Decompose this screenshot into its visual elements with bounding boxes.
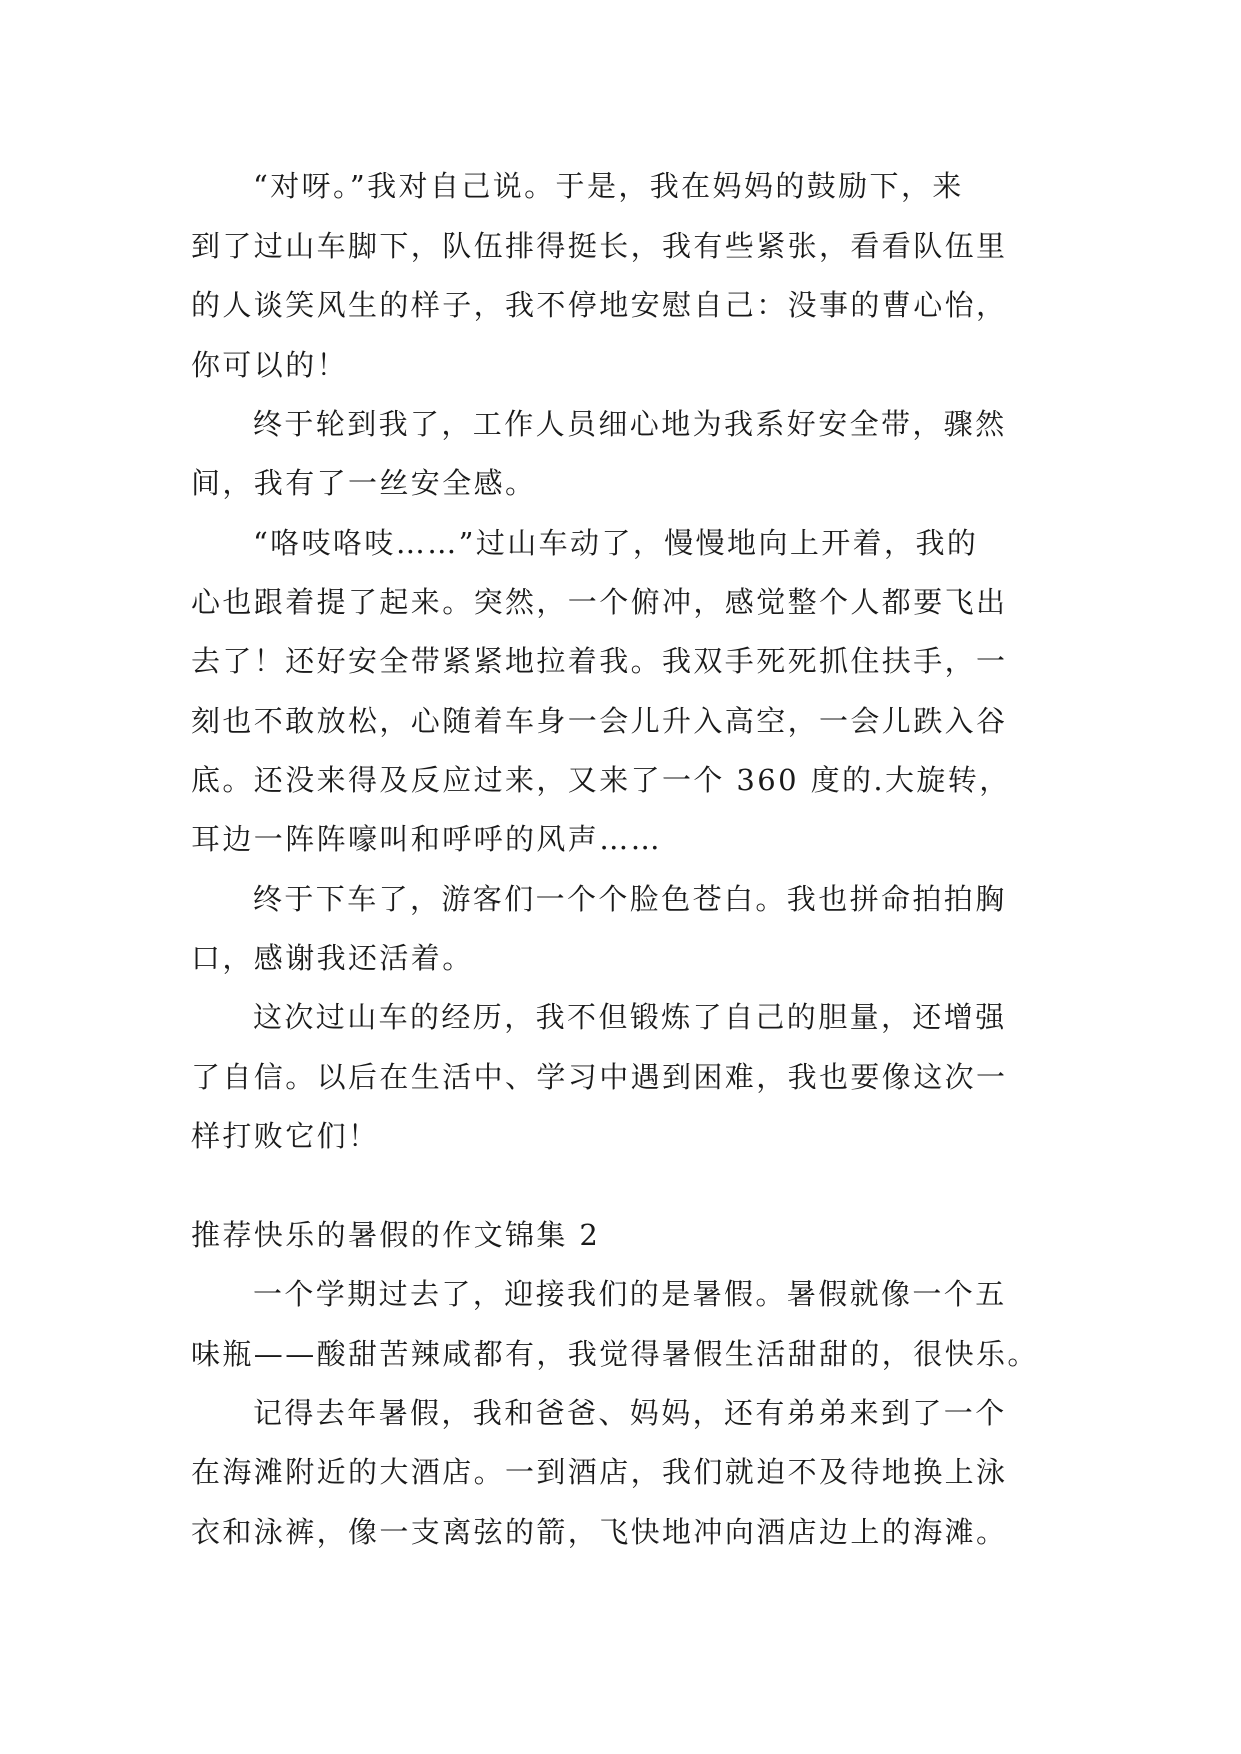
text-line: 去了！还好安全带紧紧地拉着我。我双手死死抓住扶手，一 bbox=[191, 644, 1008, 678]
text-line: 味瓶——酸甜苦辣咸都有，我觉得暑假生活甜甜的，很快乐。 bbox=[191, 1337, 1039, 1371]
text-line: 间，我有了一丝安全感。 bbox=[191, 466, 537, 500]
text-line: 这次过山车的经历，我不但锻炼了自己的胆量，还增强 bbox=[253, 1000, 1007, 1034]
text-line: “对呀。”我对自己说。于是，我在妈妈的鼓励下，来 bbox=[253, 169, 964, 203]
text-line: 终于轮到我了，工作人员细心地为我系好安全带，骤然 bbox=[253, 407, 1007, 441]
text-line: 到了过山车脚下，队伍排得挺长，我有些紧张，看看队伍里 bbox=[191, 229, 1008, 263]
text-line: 的人谈笑风生的样子，我不停地安慰自己：没事的曹心怡， bbox=[191, 288, 1008, 322]
text-line: 心也跟着提了起来。突然，一个俯冲，感觉整个人都要飞出 bbox=[191, 585, 1008, 619]
text-line: 底。还没来得及反应过来，又来了一个 360 度的.大旋转， bbox=[191, 763, 1011, 797]
text-line: 在海滩附近的大酒店。一到酒店，我们就迫不及待地换上泳 bbox=[191, 1455, 1008, 1489]
text-line: 口，感谢我还活着。 bbox=[191, 941, 474, 975]
section-heading: 推荐快乐的暑假的作文锦集 2 bbox=[191, 1218, 601, 1252]
text-line: 你可以的！ bbox=[191, 348, 349, 382]
text-line: 样打败它们！ bbox=[191, 1119, 380, 1153]
text-line: 耳边一阵阵嚎叫和呼呼的风声…… bbox=[191, 822, 663, 856]
text-line: 记得去年暑假，我和爸爸、妈妈，还有弟弟来到了一个 bbox=[253, 1396, 1007, 1430]
text-line: 一个学期过去了，迎接我们的是暑假。暑假就像一个五 bbox=[253, 1277, 1007, 1311]
text-line: 刻也不敢放松，心随着车身一会儿升入高空，一会儿跌入谷 bbox=[191, 704, 1008, 738]
text-line: 终于下车了，游客们一个个脸色苍白。我也拼命拍拍胸 bbox=[253, 882, 1007, 916]
text-line: 衣和泳裤，像一支离弦的箭，飞快地冲向酒店边上的海滩。 bbox=[191, 1515, 1008, 1549]
text-line: “咯吱咯吱……”过山车动了，慢慢地向上开着，我的 bbox=[253, 526, 979, 560]
text-line: 了自信。以后在生活中、学习中遇到困难，我也要像这次一 bbox=[191, 1060, 1008, 1094]
